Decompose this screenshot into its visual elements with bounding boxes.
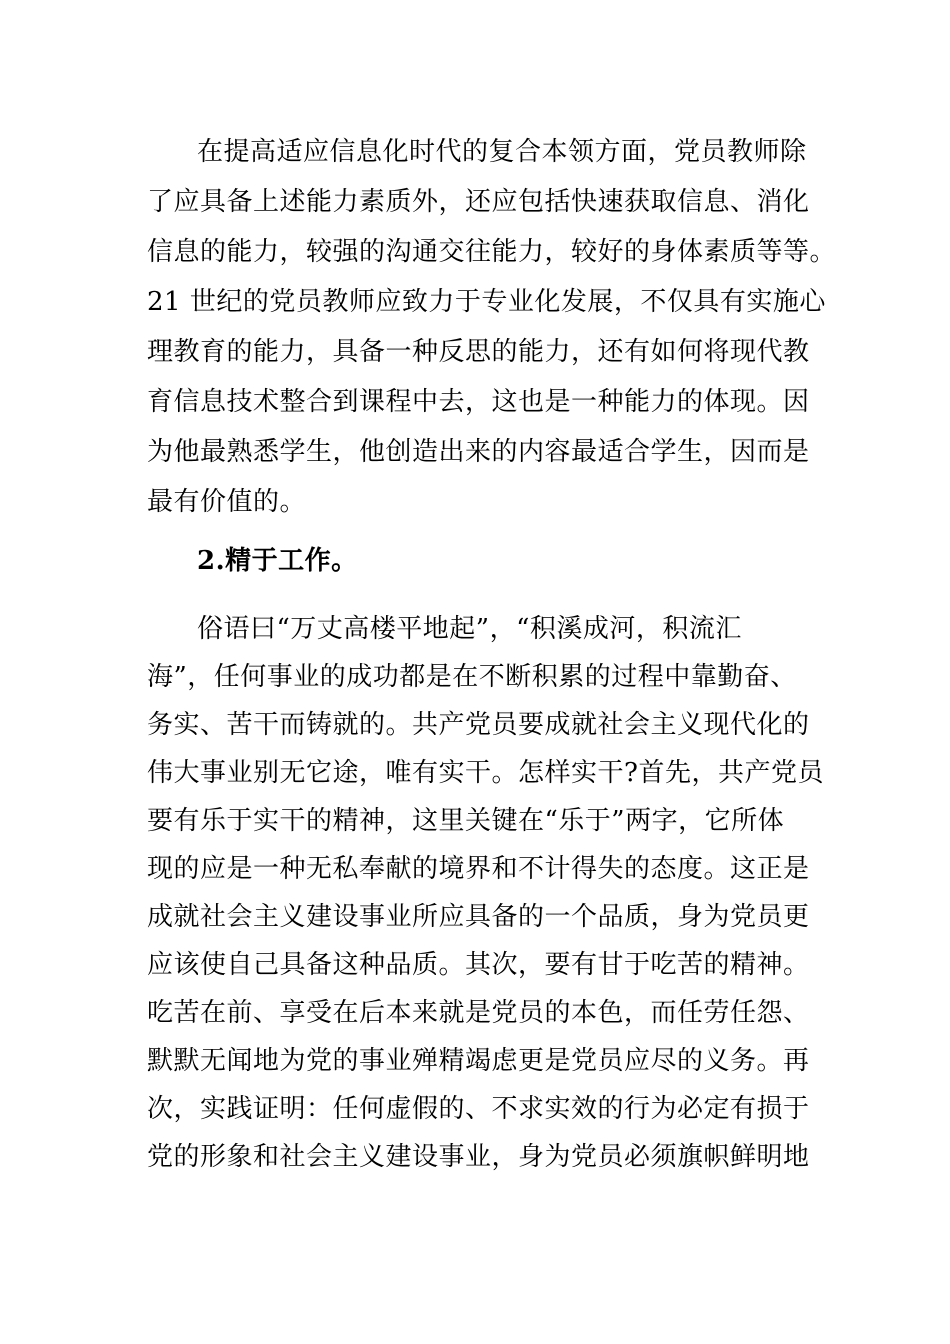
text-line: 次，实践证明：任何虚假的、不求实效的行为必定有损于 — [147, 1094, 810, 1124]
text-line: 信息的能力，较强的沟通交往能力，较好的身体素质等等。 — [147, 237, 837, 267]
text-line: 成就社会主义建设事业所应具备的一个品质，身为党员更 — [147, 902, 810, 932]
text-line: 海”，任何事业的成功都是在不断积累的过程中靠勤奋、 — [147, 662, 797, 692]
text-line: 务实、苦干而铸就的。共产党员要成就社会主义现代化的 — [147, 710, 810, 740]
section-heading: 2.精于工作。 — [197, 546, 358, 576]
text-line: 默默无闻地为党的事业殚精竭虑更是党员应尽的义务。再 — [147, 1046, 810, 1076]
text-line: 了应具备上述能力素质外，还应包括快速获取信息、消化 — [147, 187, 810, 217]
text-line: 最有价值的。 — [147, 487, 307, 517]
text-line: 理教育的能力，具备一种反思的能力，还有如何将现代教 — [147, 337, 810, 367]
text-line: 要有乐于实干的精神，这里关键在“乐于”两字，它所体 — [147, 806, 785, 836]
text-line: 在提高适应信息化时代的复合本领方面，党员教师除 — [197, 137, 807, 167]
text-line: 吃苦在前、享受在后本来就是党员的本色，而任劳任怨、 — [147, 998, 810, 1028]
text-line: 俗语曰“万丈高楼平地起”，“积溪成河，积流汇 — [197, 614, 742, 644]
text-line: 21 世纪的党员教师应致力于专业化发展，不仅具有实施心 — [147, 287, 826, 317]
text-line: 现的应是一种无私奉献的境界和不计得失的态度。这正是 — [147, 854, 810, 884]
text-line: 党的形象和社会主义建设事业，身为党员必须旗帜鲜明地 — [147, 1142, 810, 1172]
text-line: 为他最熟悉学生，他创造出来的内容最适合学生，因而是 — [147, 437, 810, 467]
text-line: 伟大事业别无它途，唯有实干。怎样实干?首先，共产党员 — [147, 758, 824, 788]
text-line: 育信息技术整合到课程中去，这也是一种能力的体现。因 — [147, 387, 810, 417]
text-line: 应该使自己具备这种品质。其次，要有甘于吃苦的精神。 — [147, 950, 810, 980]
